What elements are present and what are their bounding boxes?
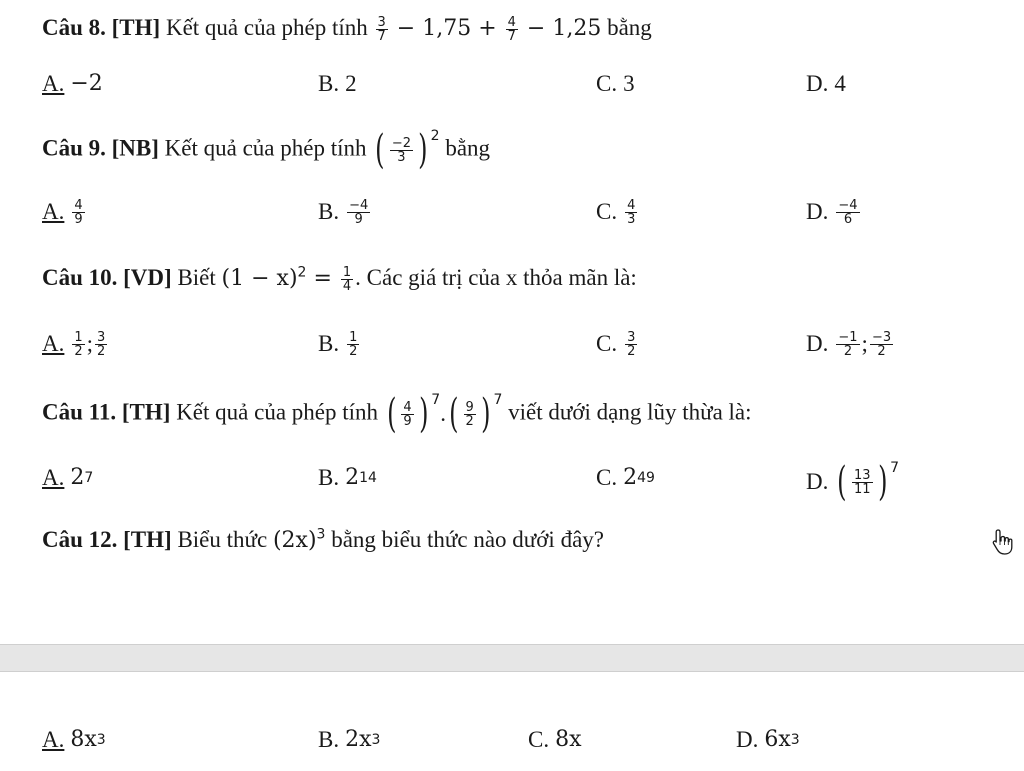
option-d[interactable] (806, 196, 862, 228)
option-text: 4 (834, 71, 846, 96)
denominator: 9 (403, 413, 412, 429)
fraction (347, 199, 370, 226)
numerator: −2 (391, 135, 412, 151)
question-label: Câu 11. [TH] (42, 399, 171, 425)
fraction (390, 137, 413, 164)
question-label: Câu 10. [VD] (42, 265, 172, 290)
numerator: −4 (838, 197, 858, 213)
question-suffix: . Các giá trị của x thỏa mãn là: (355, 265, 637, 290)
option-d[interactable]: D. 6x 3 (736, 724, 800, 756)
option-text: −2 (70, 71, 103, 96)
denominator: 2 (97, 343, 106, 359)
option-label: B. (318, 331, 340, 356)
fraction (625, 199, 637, 226)
option-label: D. (806, 71, 829, 96)
fraction (464, 401, 476, 428)
question-8-title (42, 12, 652, 45)
fraction (836, 199, 859, 226)
separator: ; (861, 331, 868, 356)
numerator: 4 (507, 14, 516, 30)
fraction (852, 469, 873, 496)
option-a[interactable] (42, 328, 109, 360)
question-10-title (42, 262, 637, 295)
question-label: Câu 8. [TH] (42, 15, 161, 40)
option-label: A. (42, 465, 65, 490)
math-expression: ( $\frac{4}{9}$ ) $^7$ . ( $\frac{9}{2}$ ) $^7$ (386, 391, 503, 437)
math-text: = (306, 266, 339, 291)
denominator: 7 (377, 28, 386, 44)
question-label: Câu 12. [TH] (42, 527, 172, 552)
denominator: 7 (507, 28, 516, 44)
option-b[interactable] (318, 328, 361, 360)
separator: ; (86, 331, 94, 356)
question-text: Biết (171, 265, 222, 290)
option-label: A. (42, 331, 65, 356)
question-8-options (0, 68, 1024, 100)
option-label: A. (42, 71, 65, 96)
fraction (506, 16, 518, 43)
option-c[interactable] (596, 68, 635, 100)
option-b[interactable] (318, 68, 357, 100)
option-base: 8x (555, 727, 582, 752)
page-break-band (0, 644, 1024, 672)
math-expression (374, 14, 602, 44)
fraction (836, 331, 859, 358)
denominator: 3 (397, 149, 406, 165)
denominator: 9 (354, 211, 363, 227)
option-label: D. (806, 331, 829, 356)
option-label: C. (596, 465, 618, 490)
option-c[interactable] (596, 328, 639, 360)
option-c[interactable]: C. 2 49 (596, 462, 655, 494)
fraction (870, 331, 893, 358)
exponent: 2 (297, 264, 307, 281)
option-label: B. (318, 71, 340, 96)
option-a[interactable] (42, 68, 103, 100)
fraction (376, 16, 388, 43)
option-base: 2 (345, 465, 360, 490)
option-base: 2 (623, 465, 638, 490)
option-text: 2 (345, 71, 357, 96)
numerator: 1 (74, 329, 83, 345)
question-text: Kết quả của phép tính (160, 15, 374, 40)
numerator: −4 (349, 197, 369, 213)
option-label: D. (736, 727, 759, 752)
numerator: 4 (74, 197, 83, 213)
question-10-options (0, 328, 1024, 360)
question-suffix: bằng (439, 135, 491, 161)
option-label: B. (318, 465, 340, 490)
hand-pointer-icon (990, 528, 1016, 556)
fraction (401, 401, 413, 428)
exponent: 3 (316, 526, 326, 543)
option-base: 8x (70, 727, 97, 752)
question-11-options (0, 459, 1024, 505)
option-text: 3 (623, 71, 635, 96)
question-9-options (0, 196, 1024, 228)
numerator: 1 (349, 329, 358, 345)
math-text: − 1,75 + (389, 16, 504, 41)
question-suffix: viết dưới dạng lũy thừa là: (502, 399, 752, 425)
question-12-title (42, 524, 604, 557)
fraction (341, 266, 353, 293)
numerator: −3 (871, 329, 892, 345)
question-label: Câu 9. [NB] (42, 135, 159, 161)
numerator: 13 (853, 467, 871, 483)
option-d[interactable] (806, 459, 900, 505)
numerator: 3 (627, 329, 636, 345)
math-expression: ( $\frac{13}{11}$ ) $^7$ (837, 459, 900, 505)
question-9-title (42, 127, 491, 173)
option-label: C. (596, 71, 618, 96)
option-b[interactable]: B. 2x 3 (318, 724, 380, 756)
option-label: C. (528, 727, 550, 752)
option-label: D. (806, 199, 829, 224)
fraction (625, 331, 637, 358)
denominator: 11 (853, 481, 871, 497)
option-c[interactable] (596, 196, 639, 228)
option-label: B. (318, 727, 340, 752)
option-label: C. (596, 199, 618, 224)
option-label: C. (596, 331, 618, 356)
option-label: D. (806, 469, 829, 494)
denominator: 2 (627, 343, 636, 359)
option-base: 2x (345, 727, 372, 752)
option-a[interactable] (42, 196, 87, 228)
numerator: 9 (465, 399, 474, 415)
option-a[interactable]: A. 2 7 (42, 462, 93, 494)
denominator: 2 (843, 343, 853, 359)
option-label: A. (42, 727, 65, 752)
question-text: Biểu thức (171, 527, 273, 552)
option-a[interactable]: A. 8x 3 (42, 724, 106, 756)
question-text: Kết quả của phép tính (158, 135, 373, 161)
option-label: A. (42, 199, 65, 224)
question-12-options (0, 724, 1024, 756)
numerator: −1 (838, 329, 858, 345)
fraction (347, 331, 359, 358)
denominator: 2 (465, 413, 474, 429)
fraction (95, 331, 107, 358)
option-base: 2 (70, 465, 85, 490)
numerator: 3 (377, 14, 386, 30)
math-text: . (440, 401, 446, 426)
math-text: (1 − x) (221, 266, 298, 291)
denominator: 2 (74, 343, 83, 359)
denominator: 2 (349, 343, 358, 359)
option-b[interactable]: B. 2 14 (318, 462, 377, 494)
numerator: 4 (403, 399, 412, 415)
question-text: Kết quả của phép tính (170, 399, 384, 425)
question-suffix: bằng (601, 15, 652, 40)
math-expression: ( $\frac{-2}{3}$ ) $^2$ (375, 127, 440, 173)
fraction (72, 199, 84, 226)
numerator: 1 (342, 264, 352, 280)
math-expression (273, 528, 326, 553)
denominator: 4 (342, 278, 352, 294)
fraction (72, 331, 84, 358)
numerator: 4 (627, 197, 636, 213)
question-11-title (42, 391, 752, 437)
denominator: 6 (843, 211, 853, 227)
option-label: B. (318, 199, 340, 224)
denominator: 2 (877, 343, 886, 359)
option-b[interactable] (318, 196, 372, 228)
option-d[interactable] (806, 328, 895, 360)
denominator: 3 (627, 211, 636, 227)
numerator: 3 (97, 329, 106, 345)
math-text: (2x) (272, 528, 317, 553)
math-expression (221, 264, 356, 294)
question-suffix: bằng biểu thức nào dưới đây? (325, 527, 604, 552)
math-text: − 1,25 (519, 16, 602, 41)
option-base: 6x (764, 727, 791, 752)
denominator: 9 (74, 211, 83, 227)
option-d[interactable] (806, 68, 846, 100)
option-c[interactable] (528, 724, 582, 756)
